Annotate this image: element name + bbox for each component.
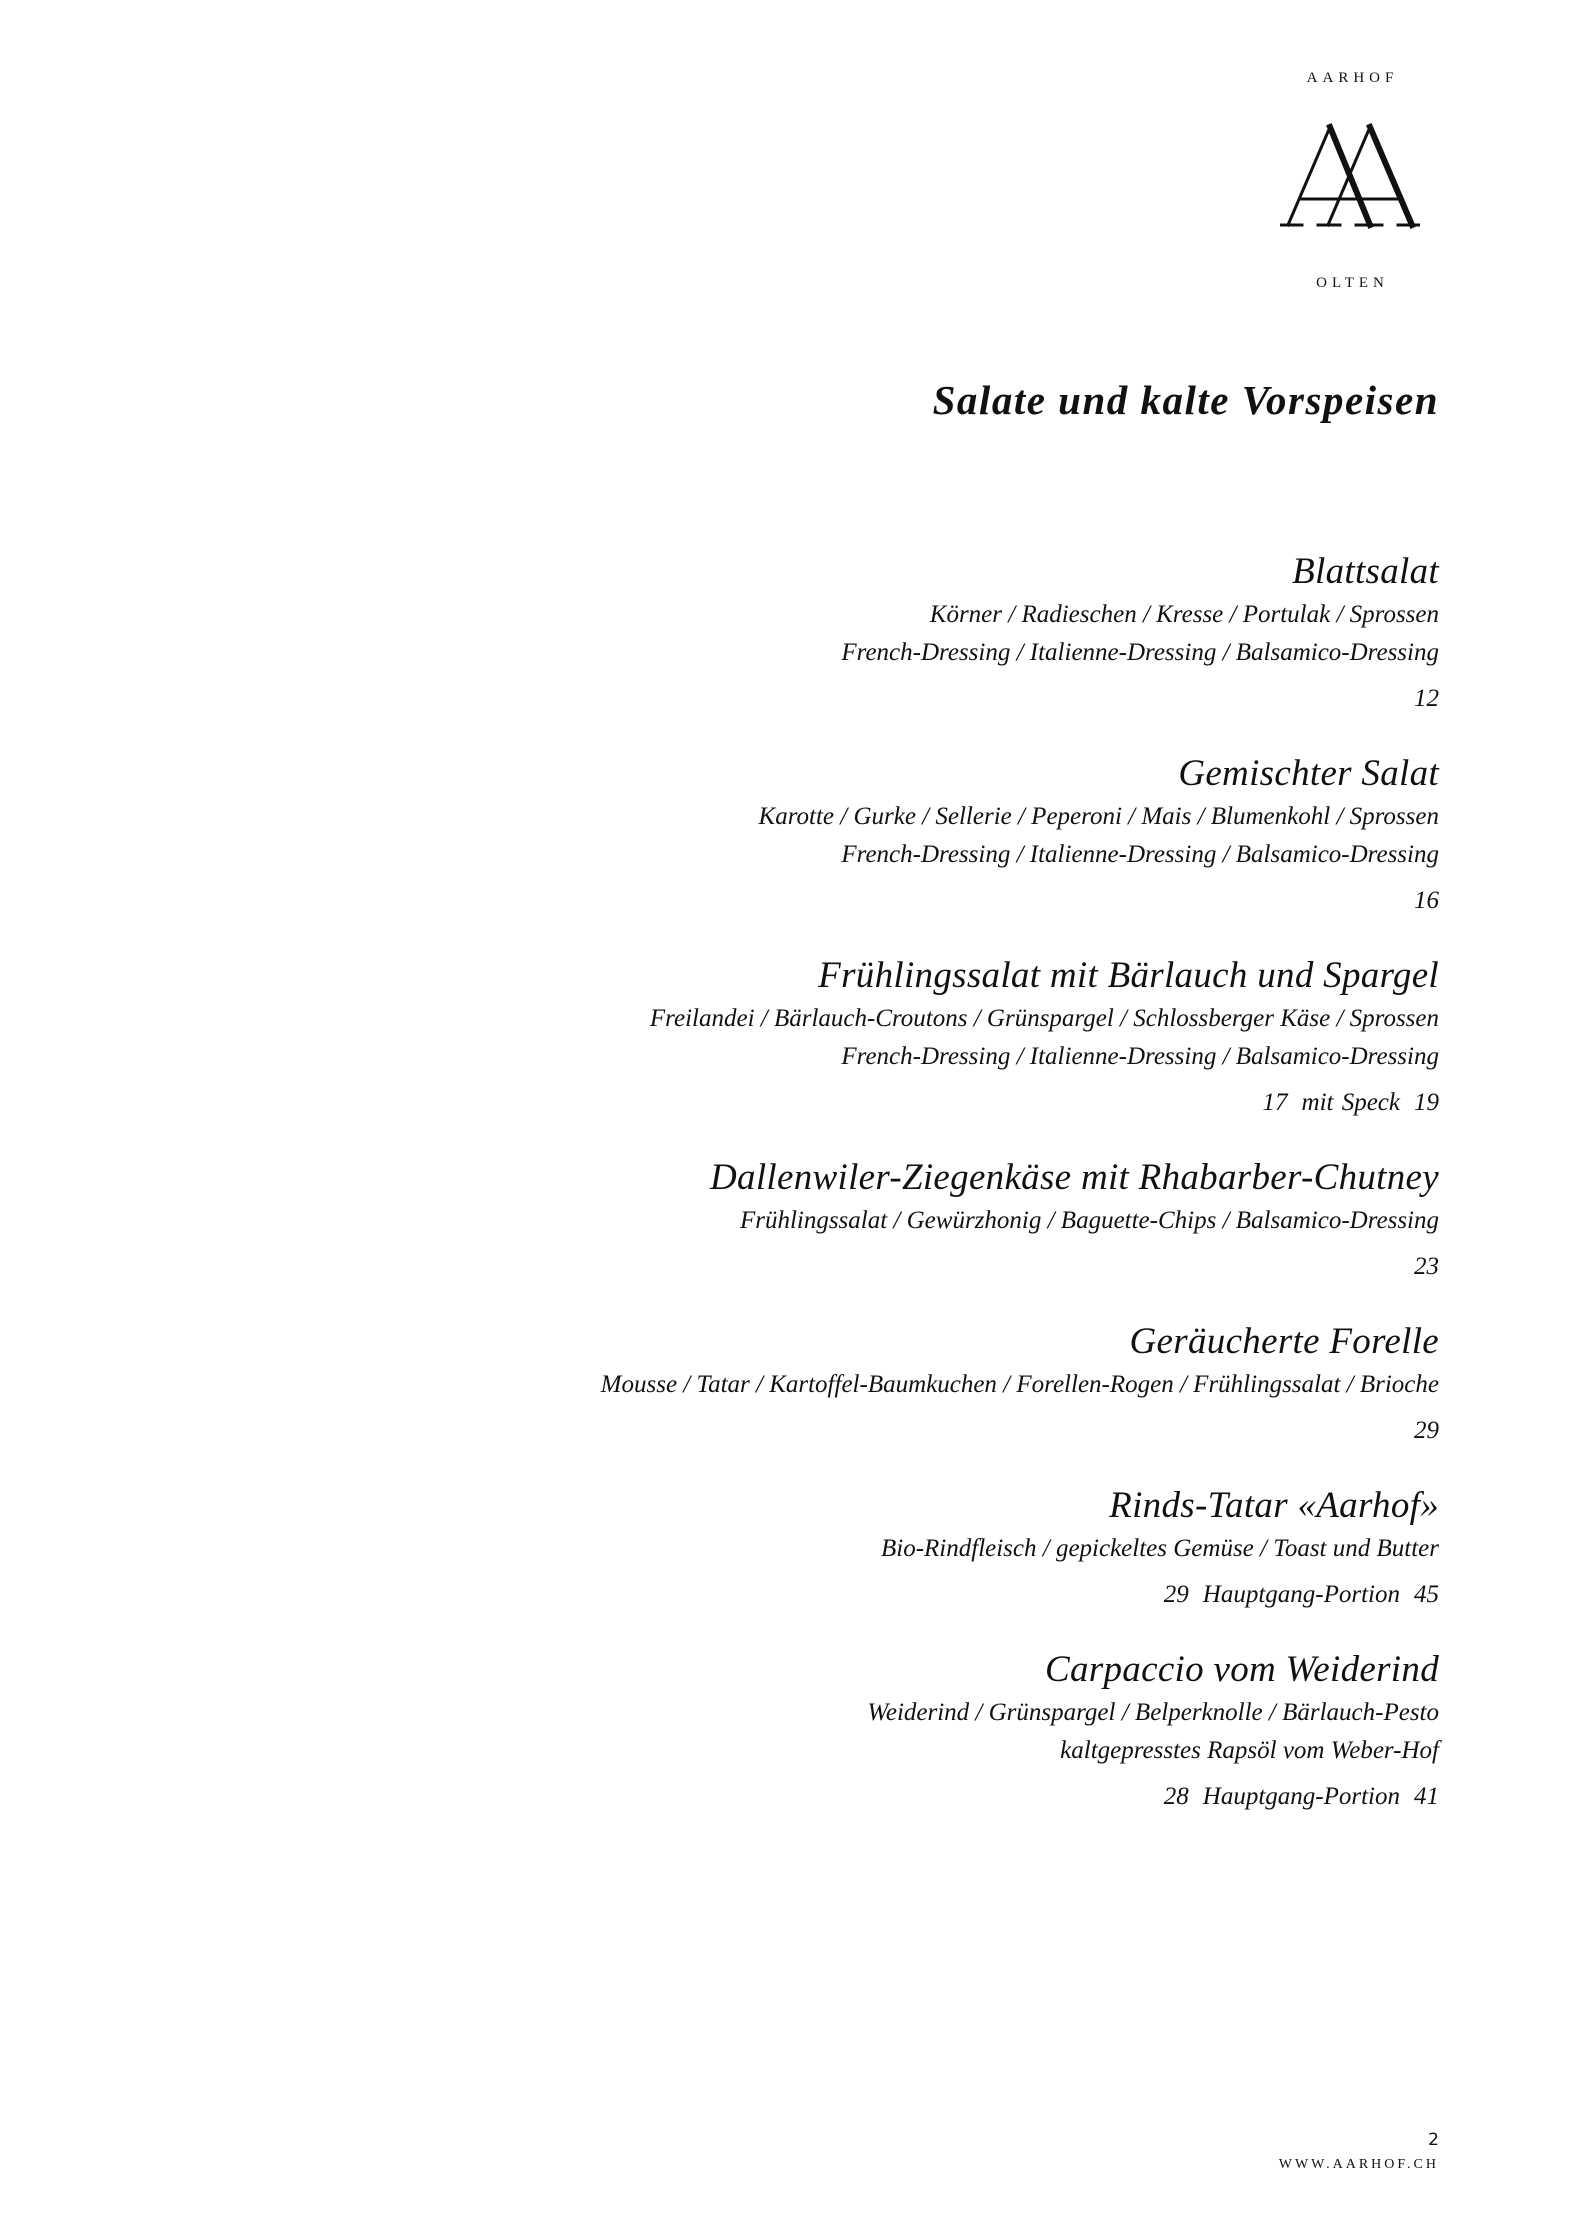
menu-item-description: Bio-Rindfleisch / gepickeltes Gemüse / Toast und Butter <box>880 1535 1439 1562</box>
menu-item-description: French-Dressing / Italienne-Dressing / Balsamico-Dressing <box>841 639 1439 666</box>
menu-list <box>139 548 1439 1848</box>
menu-item-description: Körner / Radieschen / Kresse / Portulak / Sprossen <box>929 601 1439 628</box>
menu-item-price-row <box>139 1576 1439 1614</box>
menu-item-extra-price: 19 <box>1414 1089 1439 1116</box>
menu-item-price: 29 <box>1163 1581 1189 1608</box>
menu-item-price: 29 <box>1414 1417 1439 1444</box>
brand-name: AARHOF <box>1306 70 1399 86</box>
brand-location: OLTEN <box>1316 275 1389 291</box>
menu-item-description: Karotte / Gurke / Sellerie / Peperoni / Mais / Blumenkohl / Sprossen <box>758 803 1439 830</box>
menu-item-name: Carpaccio vom Weiderind <box>1045 1649 1439 1690</box>
menu-item-description: French-Dressing / Italienne-Dressing / Balsamico-Dressing <box>841 1043 1439 1070</box>
menu-item <box>139 750 1439 920</box>
menu-item <box>139 548 1439 718</box>
menu-item-extra-price: 41 <box>1414 1783 1439 1810</box>
menu-item <box>139 952 1439 1122</box>
menu-item-extra-label: Hauptgang-Portion <box>1202 1581 1400 1608</box>
menu-item-price-row <box>139 882 1439 920</box>
menu-item-name: Dallenwiler-Ziegenkäse mit Rhabarber-Chutney <box>710 1157 1439 1198</box>
menu-item-price: 23 <box>1414 1253 1439 1280</box>
menu-item-description: kaltgepresstes Rapsöl vom Weber-Hof <box>1060 1737 1439 1764</box>
menu-item-description: Frühlingssalat / Gewürzhonig / Baguette-Chips / Balsamico-Dressing <box>739 1207 1439 1234</box>
menu-item-price: 17 <box>1262 1089 1288 1116</box>
section-title: Salate und kalte Vorspeisen <box>932 377 1439 423</box>
page-number: 2 <box>1428 2130 1439 2150</box>
menu-item-price: 16 <box>1414 887 1439 914</box>
menu-item <box>139 1482 1439 1614</box>
menu-item-extra-price: 45 <box>1414 1581 1439 1608</box>
menu-item-price: 12 <box>1414 685 1439 712</box>
menu-item <box>139 1318 1439 1450</box>
menu-item-price-row <box>139 680 1439 718</box>
menu-item <box>139 1646 1439 1816</box>
menu-item-description: Mousse / Tatar / Kartoffel-Baumkuchen / Forellen-Rogen / Frühlingssalat / Brioche <box>600 1371 1439 1398</box>
menu-item-price: 28 <box>1163 1783 1189 1810</box>
menu-item-description: Freilandei / Bärlauch-Croutons / Grünspargel / Schlossberger Käse / Sprossen <box>649 1005 1439 1032</box>
menu-item-description: French-Dressing / Italienne-Dressing / Balsamico-Dressing <box>841 841 1439 868</box>
menu-item-extra-label: mit Speck <box>1301 1089 1400 1116</box>
menu-item <box>139 1154 1439 1286</box>
aa-monogram-icon <box>1280 121 1420 231</box>
menu-item-price-row <box>139 1412 1439 1450</box>
menu-item-name: Frühlingssalat mit Bärlauch und Spargel <box>818 955 1439 996</box>
menu-item-name: Blattsalat <box>1292 551 1439 592</box>
menu-item-price-row <box>139 1248 1439 1286</box>
brand-logo <box>1280 70 1420 292</box>
menu-item-extra-label: Hauptgang-Portion <box>1202 1783 1400 1810</box>
menu-item-price-row <box>139 1084 1439 1122</box>
menu-item-name: Rinds-Tatar «Aarhof» <box>1109 1485 1439 1526</box>
menu-item-description: Weiderind / Grünspargel / Belperknolle / Bärlauch-Pesto <box>867 1699 1439 1726</box>
menu-item-name: Gemischter Salat <box>1178 753 1439 794</box>
website-link[interactable]: WWW.AARHOF.CH <box>1278 2157 1439 2172</box>
menu-item-price-row <box>139 1778 1439 1816</box>
menu-item-name: Geräucherte Forelle <box>1129 1321 1439 1362</box>
